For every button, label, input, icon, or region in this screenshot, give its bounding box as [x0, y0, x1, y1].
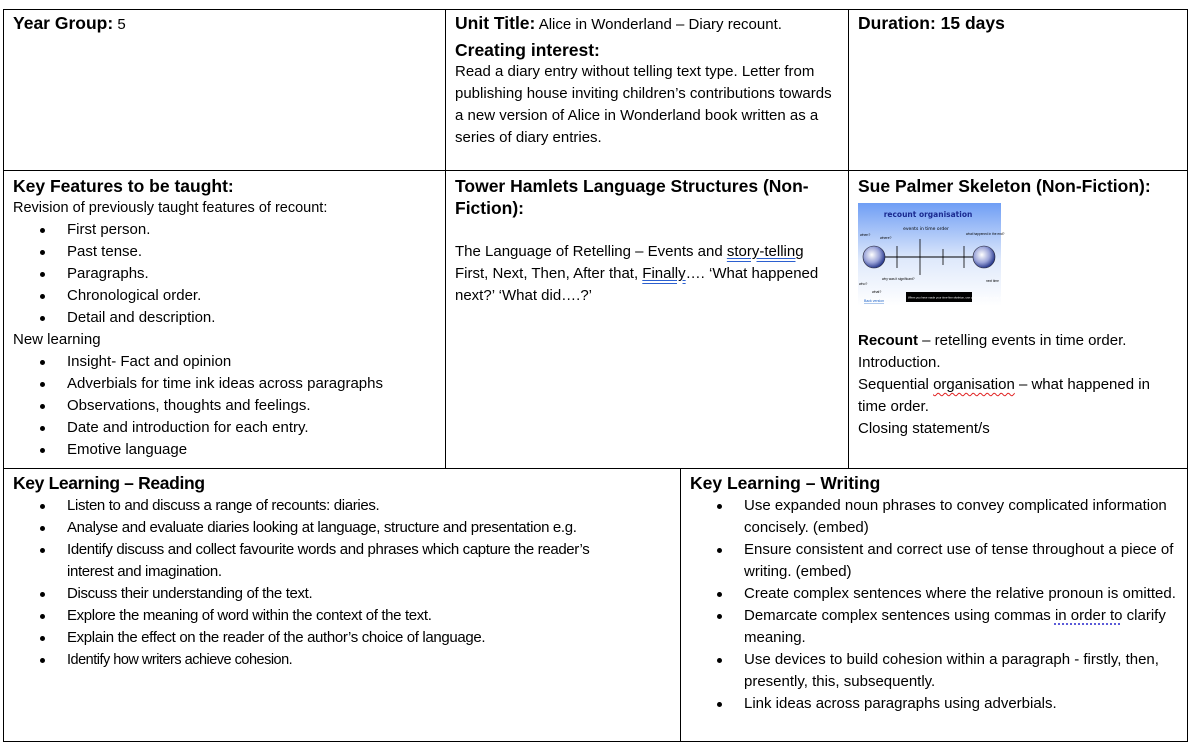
list-item: Past tense. — [67, 241, 437, 263]
diagram-subtitle: events in time order — [903, 227, 949, 232]
reading-list — [13, 495, 672, 671]
tower-hamlets-text — [455, 241, 840, 307]
list-item: Chronological order. — [67, 285, 437, 307]
sequential-suffix: – what happened in time order. — [858, 376, 1150, 415]
introduction-circle — [863, 246, 885, 268]
sue-palmer-cell — [848, 170, 1188, 469]
recount-organisation-diagram — [858, 203, 1023, 306]
diagram-label: when? — [860, 233, 871, 237]
story-telling-term: story-telling — [726, 243, 804, 260]
recount-description: – retelling events in time order. — [918, 332, 1127, 349]
finally-term: Finally — [642, 265, 686, 282]
tower-hamlets-heading: Tower Hamlets Language Structures (Non-Fiction): — [455, 176, 809, 218]
conclusion-circle — [973, 246, 995, 268]
reading-cell — [3, 468, 681, 742]
connectives-text: First, Next, Then, After that, — [455, 265, 643, 282]
new-learning-label: New learning — [13, 331, 101, 348]
list-item: Ensure consistent and correct use of tense throughout a piece of writing. (embed) — [744, 539, 1179, 583]
demarcate-text: Demarcate complex sentences using commas — [744, 607, 1055, 624]
writing-heading: Key Learning – Writing — [690, 473, 881, 493]
list-item: Identify discuss and collect favourite words and phrases which capture the reader’s interest and imagination. — [67, 539, 637, 583]
unit-title-label: Unit Title: — [455, 13, 536, 33]
list-item: Explain the effect on the reader of the author’s choice of language. — [67, 627, 672, 649]
list-item: Create complex sentences where the relative pronoun is omitted. — [744, 583, 1179, 605]
closing-text: Closing statement/s — [858, 420, 990, 437]
list-item: Use devices to build cohesion within a paragraph - firstly, then, presently, this, subsequently. — [744, 649, 1179, 693]
in-order-to-term: in order to — [1054, 607, 1123, 624]
list-item: First person. — [67, 219, 437, 241]
diagram-label: where? — [880, 236, 892, 240]
year-group-cell — [3, 9, 446, 171]
list-item: Listen to and discuss a range of recounts: diaries. — [67, 495, 672, 517]
diagram-label: what? — [872, 290, 882, 294]
list-item: Explore the meaning of word within the context of the text. — [67, 605, 672, 627]
tower-hamlets-cell — [445, 170, 849, 469]
list-item: Link ideas across paragraphs using adverbials. — [744, 693, 1179, 715]
list-item: Adverbials for time ink ideas across paragraphs — [67, 373, 437, 395]
revision-intro: Revision of previously taught features of recount: — [13, 200, 328, 216]
sequential-prefix: Sequential — [858, 376, 934, 393]
introduction-text: Introduction. — [858, 354, 941, 371]
duration-cell — [848, 9, 1188, 171]
unit-title-cell — [445, 9, 849, 171]
list-item: Analyse and evaluate diaries looking at language, structure and presentation e.g. — [67, 517, 672, 539]
list-item: Identify how writers achieve cohesion. — [67, 649, 672, 671]
recount-definition — [858, 330, 1179, 352]
questions-text: …. ‘What happened next?’ ‘What did….?’ — [455, 265, 819, 304]
new-learning-list — [13, 351, 437, 461]
writing-list — [690, 495, 1179, 715]
recount-term: Recount — [858, 332, 918, 349]
list-item: Observations, thoughts and feelings. — [67, 395, 437, 417]
diagram-caption: When you have made your time-line skeleton, use contrast colour to chop it into paragraphs. — [908, 295, 1023, 300]
creating-interest-heading: Creating interest: — [455, 40, 600, 60]
sue-palmer-heading: Sue Palmer Skeleton (Non-Fiction): — [858, 176, 1151, 196]
list-item: Detail and description. — [67, 307, 437, 329]
diagram-label: why was it significant? — [882, 277, 915, 281]
creating-interest-text: Read a diary entry without telling text type. Letter from publishing house inviting children’s contributions towards a new version of Alice in Wonderland book written as a series of diary entries. — [455, 63, 832, 146]
key-features-cell — [3, 170, 446, 469]
language-retelling-text: The Language of Retelling – Events and — [455, 243, 727, 260]
diagram-label: next time — [986, 279, 999, 283]
list-item — [744, 605, 1179, 649]
diagram-label: who? — [859, 282, 868, 286]
reading-heading: Key Learning – Reading — [13, 473, 205, 493]
diagram-label: what happened in the end? — [966, 232, 1005, 236]
year-group-value: 5 — [117, 16, 126, 33]
list-item: Insight- Fact and opinion — [67, 351, 437, 373]
list-item: Paragraphs. — [67, 263, 437, 285]
sequential-text — [858, 374, 1179, 418]
list-item: Date and introduction for each entry. — [67, 417, 437, 439]
diagram-footer-link: Back version — [864, 299, 885, 303]
clarify-text: clarify meaning. — [744, 607, 1166, 646]
year-group-label: Year Group: — [13, 13, 114, 33]
unit-title-value: Alice in Wonderland – Diary recount. — [538, 16, 782, 33]
list-item: Discuss their understanding of the text. — [67, 583, 672, 605]
diagram-title: recount organisation — [883, 210, 973, 219]
list-item: Use expanded noun phrases to convey complicated information concisely. (embed) — [744, 495, 1179, 539]
key-features-heading: Key Features to be taught: — [13, 176, 234, 196]
duration-label: Duration: 15 days — [858, 13, 1005, 33]
list-item: Emotive language — [67, 439, 437, 461]
writing-cell — [680, 468, 1188, 742]
organisation-term: organisation — [933, 376, 1015, 393]
revision-list — [13, 219, 437, 329]
